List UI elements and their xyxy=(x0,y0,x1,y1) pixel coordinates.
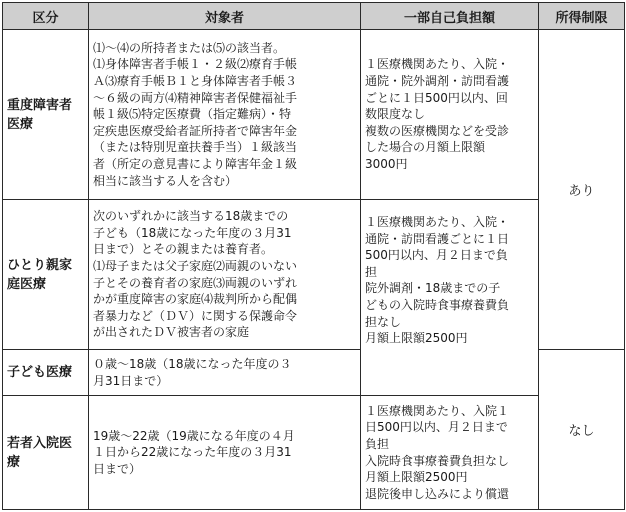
copay-line: 複数の医療機関などを受診 xyxy=(365,123,510,138)
target-line: （または特別児童扶養手当）１級該当 xyxy=(93,140,298,155)
copay-line: 月額上限額2500円 xyxy=(365,331,468,346)
target-line: 相当に該当する人を含む） xyxy=(93,173,238,188)
category-cell xyxy=(3,396,89,510)
copay-cell xyxy=(361,30,539,200)
target-line: 子ども（18歳になった年度の３月31 xyxy=(93,225,292,240)
category-cell xyxy=(3,200,89,350)
category-line: 療 xyxy=(7,454,21,470)
target-line: 月31日まで） xyxy=(93,373,169,388)
category-cell xyxy=(3,350,89,396)
income-limit-cell: あり xyxy=(539,30,625,350)
copay-line: ごとに１日500円以内、回 xyxy=(365,90,508,105)
copay-line: １医療機関あたり、入院・ xyxy=(365,57,510,72)
header-category: 区分 xyxy=(3,3,89,30)
target-line: ０歳〜18歳（18歳になった年度の３ xyxy=(93,356,292,371)
table-row-severe-disability xyxy=(3,30,625,200)
copay-line: した場合の月額上限額 xyxy=(365,140,486,155)
target-line: Ａ⑶療育手帳Ｂ１と身体障害者手帳３ xyxy=(93,74,298,89)
target-cell xyxy=(89,396,361,510)
target-line: 〜６級の両方⑷精神障害者保健福祉手 xyxy=(93,90,298,105)
copay-line: 負担 xyxy=(365,436,390,451)
category-line: ひとり親家 xyxy=(7,257,73,273)
copay-line: 数限度なし xyxy=(365,107,426,122)
category-line: 重度障害者 xyxy=(7,97,73,113)
target-line: 日まで）とその親または養育者。 xyxy=(93,242,274,257)
target-cell xyxy=(89,350,361,396)
copay-line: 日500円以内、月２日まで xyxy=(365,420,508,435)
medical-subsidy-table xyxy=(2,2,625,510)
target-line: 次のいずれかに該当する18歳までの xyxy=(93,209,289,224)
target-line: 日まで） xyxy=(93,461,142,476)
target-cell xyxy=(89,200,361,350)
copay-line: 500円以内、月２日まで負 xyxy=(365,248,508,263)
target-line: 子とその養育者の家庭⑶両親のいずれ xyxy=(93,275,298,290)
target-line: １日から22歳になった年度の３月31 xyxy=(93,445,292,460)
copay-line: １医療機関あたり、入院・ xyxy=(365,215,510,229)
target-line: 帳１級⑸特定医療費（指定難病）・特 xyxy=(93,107,292,122)
target-line: 者（所定の意見書により障害年金１級 xyxy=(93,156,298,171)
category-line: 若者入院医 xyxy=(7,435,73,451)
copay-line: 通院・訪問看護ごとに１日 xyxy=(365,231,510,246)
copay-cell xyxy=(361,396,539,510)
target-line: ⑴母子または父子家庭⑵両親のいない xyxy=(93,258,298,273)
target-line: ⑴〜⑷の所持者または⑸の該当者。 xyxy=(93,40,286,55)
target-line: ⑴身体障害者手帳１・２級⑵療育手帳 xyxy=(93,57,298,72)
copay-line: 退院後申し込みにより償還 xyxy=(365,486,510,501)
category-line: 子ども医療 xyxy=(7,365,73,380)
category-line: 医療 xyxy=(7,116,34,132)
category-cell xyxy=(3,30,89,200)
header-copay: 一部自己負担額 xyxy=(361,3,539,30)
target-line: 19歳〜22歳（19歳になる年度の４月 xyxy=(93,428,295,443)
target-line: かが重度障害の家庭⑷裁判所から配偶 xyxy=(93,292,298,307)
header-target: 対象者 xyxy=(89,3,361,30)
target-line: 定疾患医療受給者証所持者で障害年金 xyxy=(93,123,298,138)
table-row-single-parent xyxy=(3,200,625,350)
copay-line: １医療機関あたり、入院１ xyxy=(365,403,510,418)
copay-line: 院外調剤・18歳までの子 xyxy=(365,281,501,296)
table-row-youth-inpatient xyxy=(3,396,625,510)
income-limit-cell: なし xyxy=(539,350,625,510)
header-row xyxy=(3,3,625,30)
copay-line: 通院・院外調剤・訪問看護 xyxy=(365,74,510,89)
copay-line: 入院時食事療養費負担なし xyxy=(365,453,510,468)
category-line: 庭医療 xyxy=(7,276,47,292)
copay-line: どもの入院時食事療養費負 xyxy=(365,297,510,312)
copay-line: 月額上限額2500円 xyxy=(365,470,468,485)
target-cell xyxy=(89,30,361,200)
copay-line: 担 xyxy=(365,264,378,279)
copay-line: 3000円 xyxy=(365,156,408,171)
target-line: が出されたＤＶ被害者の家庭 xyxy=(93,325,250,340)
copay-line: 担なし xyxy=(365,314,402,329)
shared-copay-cell xyxy=(361,200,539,396)
target-line: 者暴力など（ＤＶ）に関する保護命令 xyxy=(93,308,298,323)
header-income-limit: 所得制限 xyxy=(539,3,625,30)
